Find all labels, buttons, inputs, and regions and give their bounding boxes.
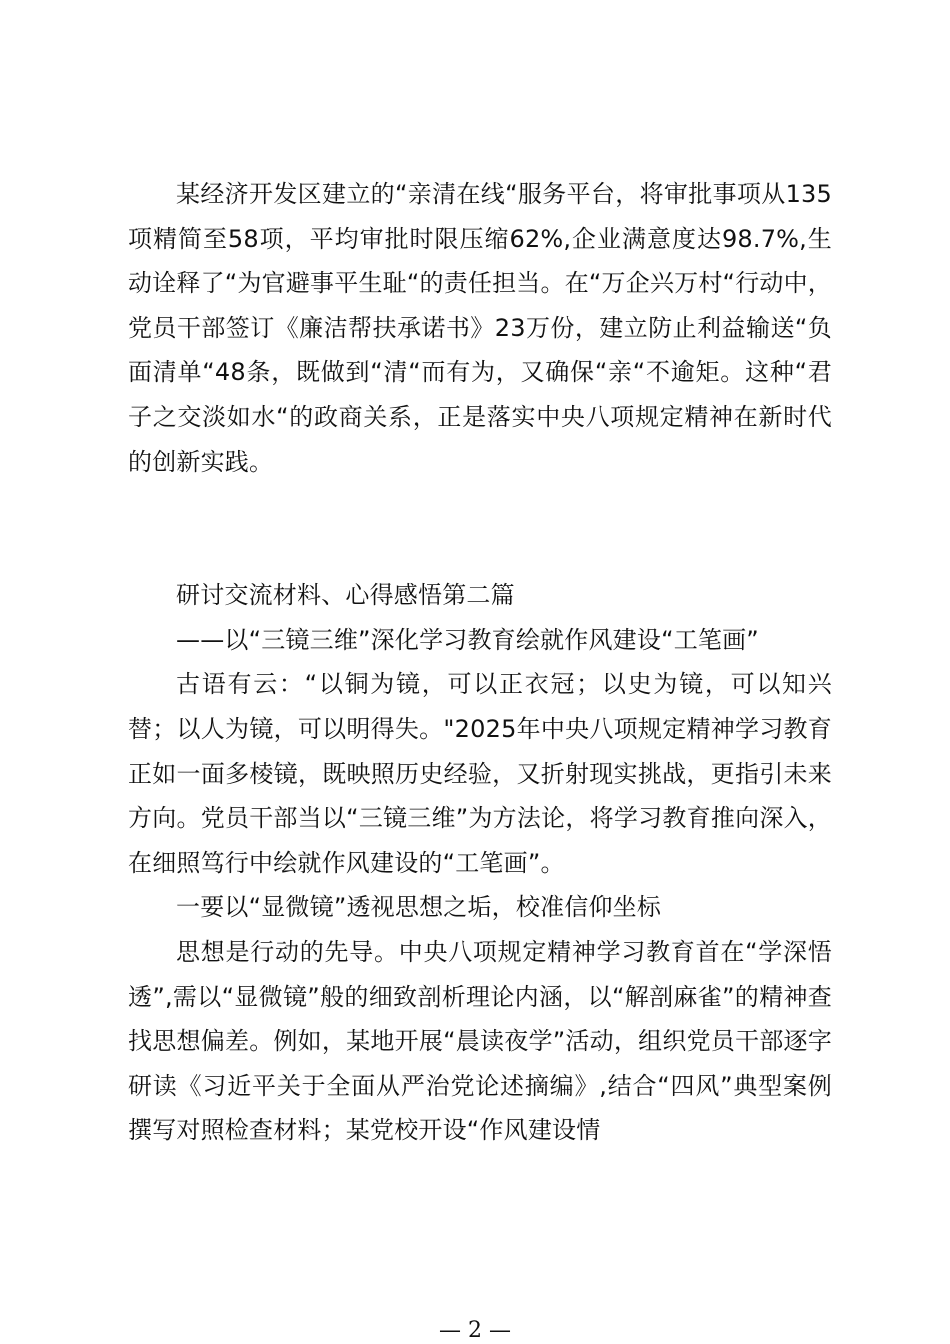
section-heading: 一要以“显微镜”透视思想之垢，校准信仰坐标 (176, 893, 662, 922)
section-title: 研讨交流材料、心得感悟第二篇 (176, 581, 515, 610)
section-gap (128, 484, 832, 573)
body-paragraph: 某经济开发区建立的“亲清在线“服务平台，将审批事项从135项精简至58项，平均审批时限压缩62%,企业满意度达98.7%,生动诠释了“为官避事平生耻“的责任担当。在“万企兴万村“行动中，党员干部签订《廉洁帮扶承诺书》23万份，建立防止利益输送“负面清单“48条，既做到“清“而有为，又确保“亲“不逾矩。这种“君子之交淡如水“的政商关系，正是落实中央八项规定精神在新时代的创新实践。 (128, 180, 832, 476)
page-number: — 2 — (439, 1318, 511, 1343)
body-paragraph: 古语有云：“以铜为镜，可以正衣冠；以史为镜，可以知兴替；以人为镜，可以明得失。"2025年中央八项规定精神学习教育正如一面多棱镜，既映照历史经验，又折射现实挑战，更指引未来方向。党员干部当以“三镜三维”为方法论，将学习教育推向深入，在细照笃行中绘就作风建设的“工笔画”。 (128, 670, 832, 877)
document-body (128, 172, 832, 1153)
body-paragraph: 思想是行动的先导。中央八项规定精神学习教育首在“学深悟透”,需以“显微镜”般的细致剖析理论内涵，以“解剖麻雀”的精神查找思想偏差。例如，某地开展“晨读夜学”活动，组织党员干部逐字研读《习近平关于全面从严治党论述摘编》,结合“四风”典型案例撰写对照检查材料；某党校开设“作风建设情 (128, 937, 832, 1145)
section-subtitle: ——以“三镜三维”深化学习教育绘就作风建设“工笔画” (176, 625, 759, 654)
